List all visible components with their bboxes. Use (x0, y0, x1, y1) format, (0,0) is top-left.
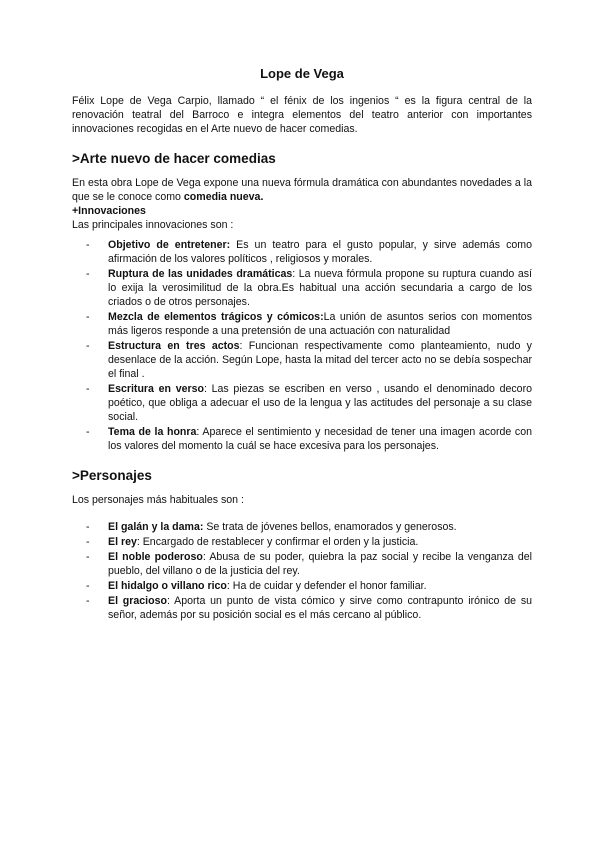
list-item (72, 310, 532, 338)
list-item-text: : Encargado de restablecer y confirmar el orden y la justicia. (136, 536, 419, 548)
list-item-term: Objetivo de entretener: (108, 239, 231, 251)
list-item-term: Ruptura de las unidades dramáticas (108, 268, 293, 280)
list-item (72, 425, 532, 453)
innovaciones-list (72, 238, 532, 453)
list-dash: - (86, 239, 90, 251)
list-item (72, 579, 532, 593)
arte-nuevo-paragraph (72, 176, 532, 204)
page-title: Lope de Vega (260, 66, 344, 81)
list-item (72, 520, 532, 534)
personajes-list (72, 520, 532, 622)
list-item-term: El gracioso (108, 595, 167, 607)
list-dash: - (86, 536, 90, 548)
list-item (72, 267, 532, 309)
comedia-nueva-bold: comedia nueva. (183, 191, 264, 203)
list-item (72, 550, 532, 578)
list-item-term: El galán y la dama: (108, 521, 204, 533)
list-item-text: : Aparece el sentimiento y necesidad de tener una imagen acorde con los valores del momento la cuál se hace excesiva para los personajes. (108, 426, 532, 452)
list-item-text: Es un teatro para el gusto popular, y sirve además como afirmación de los valores políticos , religiosos y morales. (108, 239, 532, 265)
innovaciones-lead: Las principales innovaciones son : (72, 219, 234, 231)
arte-nuevo-text: En esta obra Lope de Vega expone una nueva fórmula dramática con abundantes novedades a la que se le conoce como (72, 177, 532, 203)
list-dash: - (86, 426, 90, 438)
list-dash: - (86, 521, 90, 533)
list-dash: - (86, 268, 90, 280)
list-item-text: : Funcionan respectivamente como planteamiento, nudo y desenlace de la acción. Según Lope, hasta la mitad del tercer acto no se debía sospechar el final . (108, 340, 532, 380)
list-item (72, 238, 532, 266)
list-dash: - (86, 383, 90, 395)
section-heading-personajes: >Personajes (72, 468, 152, 483)
list-item-text: : La nueva fórmula propone su ruptura cuando así lo exija la verosimilitud de la obra.Es habitual una acción secundaria a cargo de los criados o de otros personajes. (108, 268, 532, 308)
list-item-text: : Ha de cuidar y defender el honor familiar. (226, 580, 427, 592)
list-dash: - (86, 340, 90, 352)
section-heading-arte-nuevo: >Arte nuevo de hacer comedias (72, 151, 276, 166)
list-item-term: El noble poderoso (108, 551, 203, 563)
list-item-text: : Las piezas se escriben en verso , usando el denominado decoro poético, que obliga a adecuar el uso de la lengua y las actitudes del personaje a su clase social. (108, 383, 532, 423)
list-dash: - (86, 311, 90, 323)
list-item-term: El rey (108, 536, 137, 548)
list-item-text: Se trata de jóvenes bellos, enamorados y generosos. (203, 521, 457, 533)
list-dash: - (86, 551, 90, 563)
list-item-term: El hidalgo o villano rico (108, 580, 227, 592)
list-item-text: : Aporta un punto de vista cómico y sirve como contrapunto irónico de su señor, además por su posición social es el más cercano al público. (108, 595, 533, 621)
list-item (72, 594, 532, 622)
list-item-text: La unión de asuntos serios con momentos más ligeros responde a una pretensión de una actuación con naturalidad (108, 311, 532, 337)
list-item (72, 535, 532, 549)
list-item-term: Tema de la honra (108, 426, 197, 438)
list-dash: - (86, 580, 90, 592)
intro-paragraph: Félix Lope de Vega Carpio, llamado “ el fénix de los ingenios “ es la figura central de la renovación teatral del Barroco e integra elementos del teatro anterior con importantes innovaciones recogidas en el Arte nuevo de hacer comedias. (72, 95, 532, 135)
list-item (72, 382, 532, 424)
list-item-text: : Abusa de su poder, quiebra la paz social y recibe la venganza del pueblo, del villano o de la justicia del rey. (108, 551, 532, 577)
personajes-lead: Los personajes más habituales son : (72, 494, 244, 506)
list-item-term: Mezcla de elementos trágicos y cómicos: (108, 311, 324, 323)
list-dash: - (86, 595, 90, 607)
subheading-innovaciones: +Innovaciones (72, 205, 146, 217)
list-item-term: Escritura en verso (108, 383, 204, 395)
list-item (72, 339, 532, 381)
list-item-term: Estructura en tres actos (108, 340, 240, 352)
